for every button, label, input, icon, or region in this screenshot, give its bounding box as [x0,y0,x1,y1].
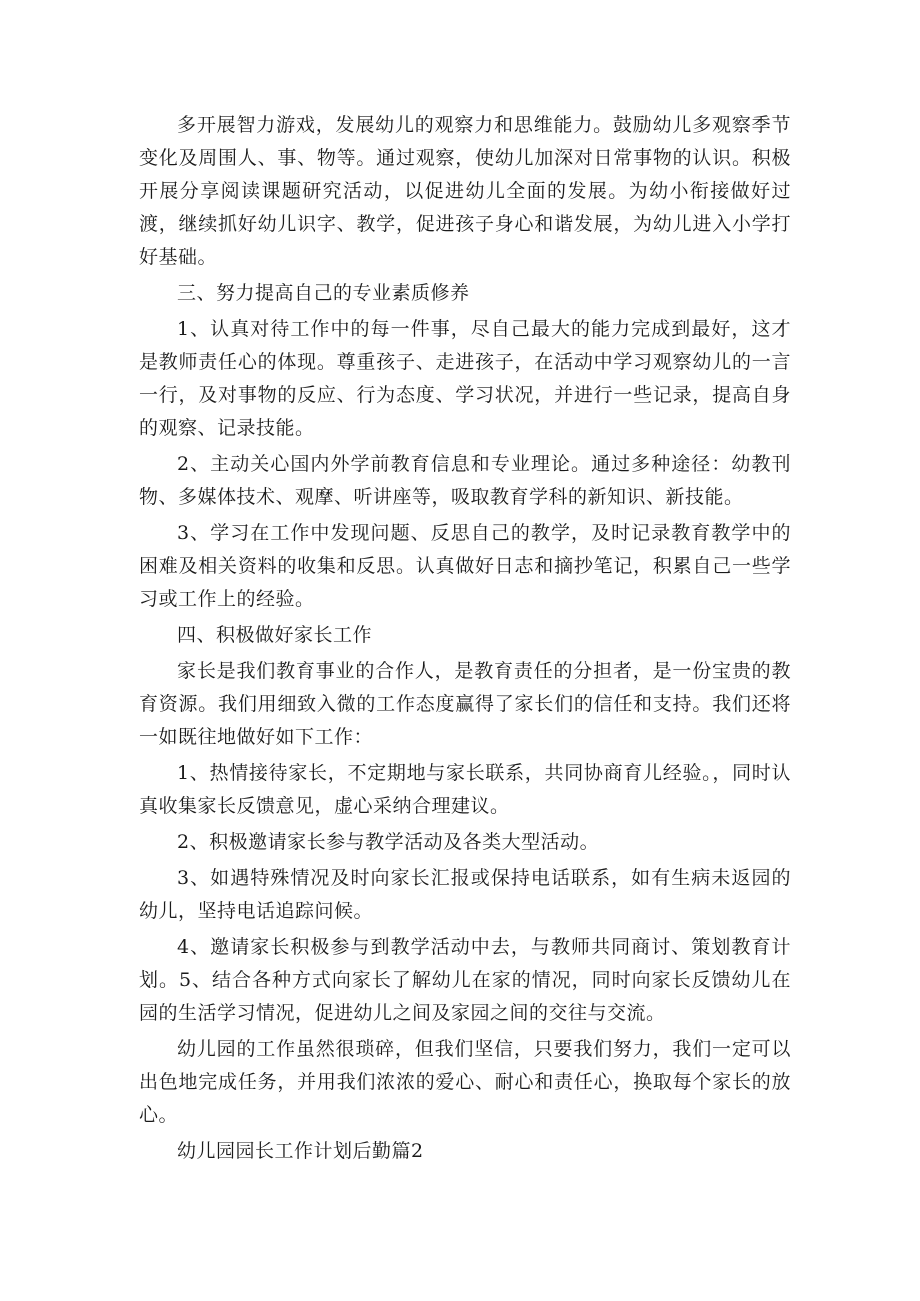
section-heading-professional-quality: 三、努力提高自己的专业素质修养 [177,282,470,304]
paragraph-parent-item-2: 2、积极邀请家长参与教学活动及各类大型活动。 [177,831,600,853]
paragraph-parent-item-3: 3、如遇特殊情况及时向家长汇报或保持电话联系，如有生病未返园的幼儿，坚持电话追踪问候。 [139,867,791,922]
paragraph-item-3-reflection: 3、学习在工作中发现问题、反思自己的教学，及时记录教育教学中的困难及相关资料的收集和反思。认真做好日志和摘抄笔记，积累自己一些学习或工作上的经验。 [139,522,791,610]
paragraph-parent-item-1: 1、热情接待家长，不定期地与家长联系，共同协商育儿经验。，同时认真收集家长反馈意见，虚心采纳合理建议。 [139,762,791,817]
paragraph-conclusion: 幼儿园的工作虽然很琐碎，但我们坚信，只要我们努力，我们一定可以出色地完成任务，并用我们浓浓的爱心、耐心和责任心，换取每个家长的放心。 [139,1038,791,1126]
paragraph-parent-item-4-5: 4、邀请家长积极参与到教学活动中去，与教师共同商讨、策划教育计划。5、结合各种方式向家长了解幼儿在家的情况，同时向家长反馈幼儿在园的生活学习情况，促进幼儿之间及家园之间的交往与交流。 [139,936,791,1024]
paragraph-item-2-learning: 2、主动关心国内外学前教育信息和专业理论。通过多种途径：幼教刊物、多媒体技术、观摩、听讲座等，吸取教育学科的新知识、新技能。 [139,453,791,508]
next-article-heading: 幼儿园园长工作计划后勤篇2 [177,1140,424,1162]
paragraph-parents-intro: 家长是我们教育事业的合作人，是教育责任的分担者，是一份宝贵的教育资源。我们用细致入微的工作态度赢得了家长们的信任和支持。我们还将一如既往地做好如下工作： [139,660,791,748]
section-heading-parent-work: 四、积极做好家长工作 [177,624,373,646]
paragraph-item-1-responsibility: 1、认真对待工作中的每一件事，尽自己最大的能力完成到最好，这才是教师责任心的体现。尊重孩子、走进孩子，在活动中学习观察幼儿的一言一行，及对事物的反应、行为态度、学习状况，并进行一些记录，提高自身的观察、记录技能。 [139,318,791,439]
paragraph-intelligence-games: 多开展智力游戏，发展幼儿的观察力和思维能力。鼓励幼儿多观察季节变化及周围人、事、物等。通过观察，使幼儿加深对日常事物的认识。积极开展分享阅读课题研究活动，以促进幼儿全面的发展。为幼小衔接做好过渡，继续抓好幼儿识字、教学，促进孩子身心和谐发展，为幼儿进入小学打好基础。 [139,114,791,268]
